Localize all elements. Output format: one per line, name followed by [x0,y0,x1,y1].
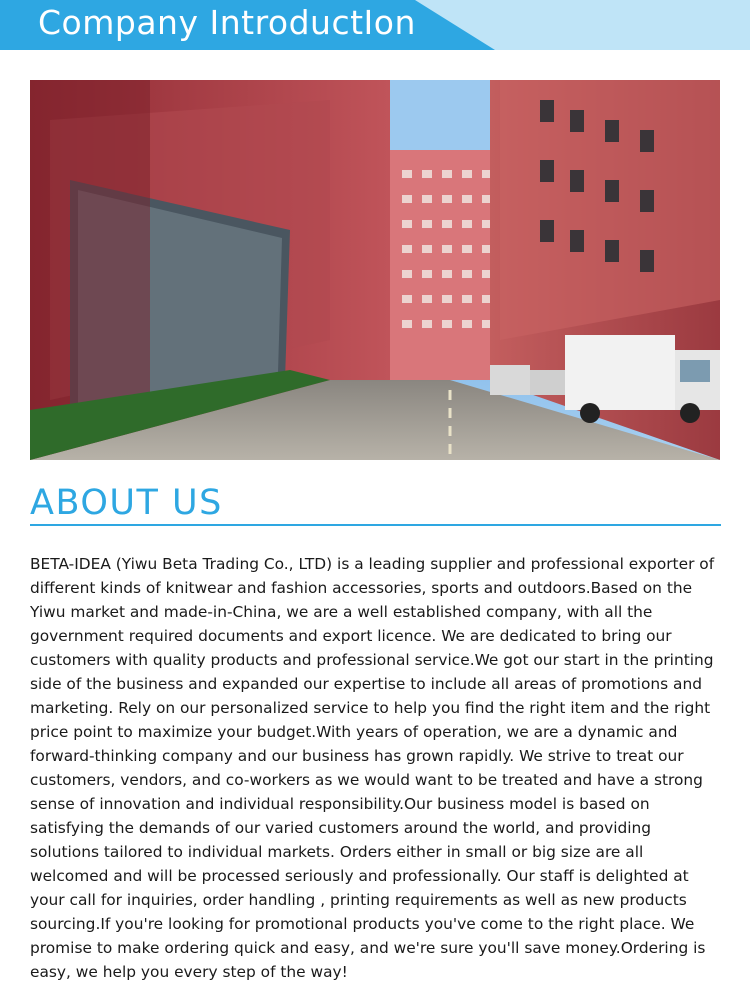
company-building-photo [30,80,720,460]
banner-title: Company IntroductIon [38,3,416,42]
about-us-body: BETA-IDEA (Yiwu Beta Trading Co., LTD) is a leading supplier and professional exporter of different kinds of knitwear and fashion accessories, sports and outdoors.Based on the Yiwu market and made-in-China, we are a well established company, with all the government required documents and export licence. We are dedicated to bring our customers with quality products and professional service.We got our start in the printing side of the business and expanded our expertise to include all areas of promotions and marketing. Rely on our personalized service to help you find the right item and the right price point to maximize your budget.With years of operation, we are a dynamic and forward-thinking company and our business has grown rapidly. We strive to treat our customers, vendors, and co-workers as we would want to be treated and have a strong sense of innovation and individual responsibility.Our business model is based on satisfying the demands of our varied customers around the world, and providing solutions tailored to individual markets. Orders either in small or big size are all welcomed and will be processed seriously and professionally. Our staff is delighted at your call for inquiries, order handling , printing requirements as well as new products sourcing.If you're looking for promotional products you've come to the right place. We promise to make ordering quick and easy, and we're sure you'll save money.Ordering is easy, we help you every step of the way! [30,555,715,981]
about-us-heading: ABOUT US [30,483,223,523]
heading-underline [30,524,721,526]
